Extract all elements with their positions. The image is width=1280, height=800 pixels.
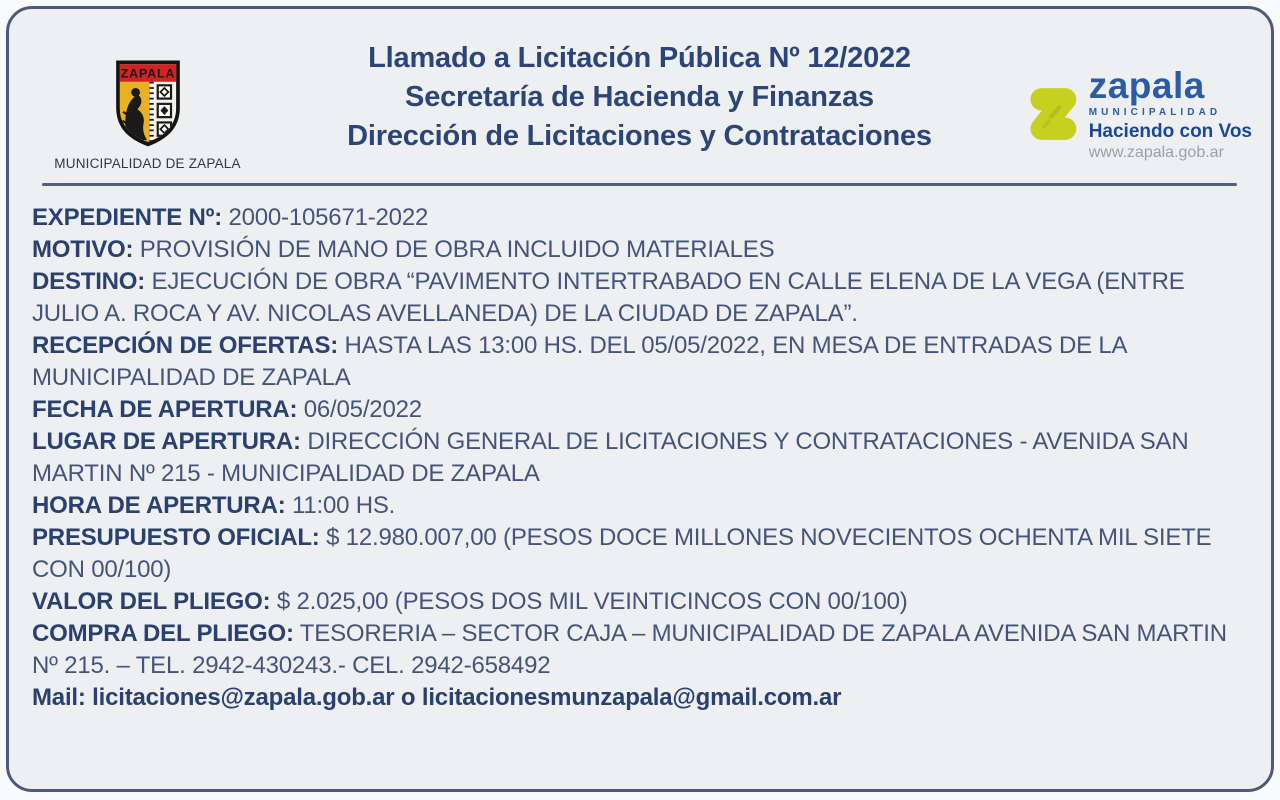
brand-text	[1089, 67, 1252, 161]
field-label: DESTINO:	[32, 268, 146, 295]
crest-banner-text: ZAPALA	[120, 66, 175, 81]
zapala-z-logo-icon	[1024, 70, 1083, 158]
title-line-3: Dirección de Licitaciones y Contrataciones	[347, 120, 932, 152]
field-value: EJECUCIÓN DE OBRA “PAVIMENTO INTERTRABADO EN CALLE ELENA DE LA VEGA (ENTRE JULIO A. ROCA Y AV. NICOLAS AVELLANEDA) DE LA CIUDAD DE ZAPALA”.	[32, 268, 1185, 327]
brand-slogan: Haciendo con Vos	[1088, 121, 1252, 142]
flyer-panel	[6, 6, 1274, 792]
field-label: LUGAR DE APERTURA:	[32, 428, 301, 455]
field-value: TESORERIA – SECTOR CAJA – MUNICIPALIDAD DE ZAPALA AVENIDA SAN MARTIN Nº 215. – TEL. 2942-430243.- CEL. 2942-658492	[32, 620, 1227, 679]
field-presupuesto-oficial	[32, 522, 1255, 586]
field-label: COMPRA DEL PLIEGO:	[32, 620, 294, 647]
mail-separator: o	[400, 684, 416, 711]
field-value: HASTA LAS 13:00 HS. DEL 05/05/2022, EN MESA DE ENTRADAS DE LA MUNICIPALIDAD DE ZAPALA	[32, 332, 1127, 391]
field-label: RECEPCIÓN DE OFERTAS:	[32, 332, 339, 359]
crest-caption: MUNICIPALIDAD DE ZAPALA	[54, 156, 241, 171]
field-destino	[32, 266, 1255, 330]
title-line-2: Secretaría de Hacienda y Finanzas	[405, 81, 874, 113]
field-label: MOTIVO:	[32, 236, 134, 263]
field-hora-apertura	[32, 490, 1255, 522]
field-value: $ 12.980.007,00 (PESOS DOCE MILLONES NOVECIENTOS OCHENTA MIL SIETE CON 00/100)	[32, 524, 1212, 583]
field-compra-pliego	[32, 618, 1255, 682]
brand-subtitle: MUNICIPALIDAD	[1088, 107, 1222, 118]
field-recepcion-ofertas	[32, 330, 1255, 394]
brand-website[interactable]: www.zapala.gob.ar	[1088, 144, 1224, 161]
header	[9, 9, 1271, 171]
brand-wordmark: zapala	[1088, 65, 1205, 106]
announcement-body	[9, 186, 1271, 714]
field-value: 11:00 HS.	[291, 492, 396, 519]
field-label: HORA DE APERTURA:	[32, 492, 286, 519]
field-label: EXPEDIENTE Nº:	[32, 204, 222, 231]
title-line-1: Llamado a Licitación Pública Nº 12/2022	[368, 42, 911, 74]
field-label: FECHA DE APERTURA:	[32, 396, 298, 423]
field-value: 06/05/2022	[303, 396, 422, 423]
mail-label: Mail:	[32, 684, 86, 711]
field-fecha-apertura	[32, 394, 1255, 426]
field-label: PRESUPUESTO OFICIAL:	[32, 524, 320, 551]
municipal-crest-block	[40, 31, 255, 171]
field-motivo	[32, 234, 1255, 266]
field-valor-pliego	[32, 586, 1255, 618]
field-value: PROVISIÓN DE MANO DE OBRA INCLUIDO MATERIALES	[139, 236, 775, 263]
zapala-coat-of-arms-icon	[109, 57, 187, 149]
field-label: VALOR DEL PLIEGO:	[32, 588, 271, 615]
field-lugar-apertura	[32, 426, 1255, 490]
field-value: $ 2.025,00 (PESOS DOS MIL VEINTICINCOS CON 00/100)	[276, 588, 908, 615]
field-expediente	[32, 202, 1255, 234]
page-title	[255, 31, 1024, 171]
email-secondary[interactable]: licitacionesmunzapala@gmail.com.ar	[421, 684, 842, 711]
mail-line	[32, 682, 1255, 714]
zapala-brand-block	[1024, 31, 1252, 171]
field-value: DIRECCIÓN GENERAL DE LICITACIONES Y CONTRATACIONES - AVENIDA SAN MARTIN Nº 215 - MUNICIPALIDAD DE ZAPALA	[32, 428, 1189, 487]
field-value: 2000-105671-2022	[228, 204, 429, 231]
email-primary[interactable]: licitaciones@zapala.gob.ar	[92, 684, 395, 711]
